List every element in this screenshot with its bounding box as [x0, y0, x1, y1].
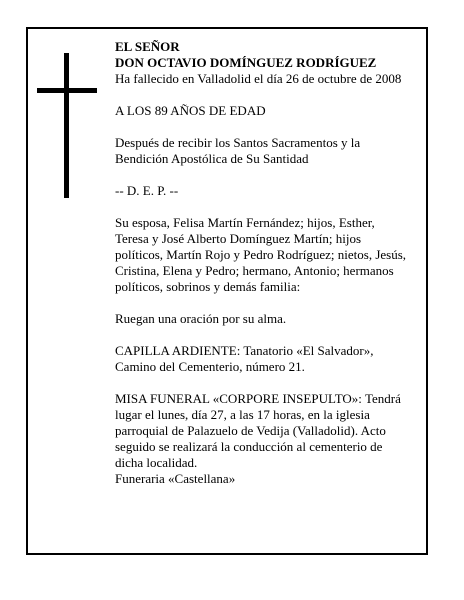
obituary-text: [115, 39, 423, 487]
funeral-line-4: seguido se realizará la conducción al cementerio de: [115, 439, 383, 454]
prayer-line: Ruegan una oración por su alma.: [115, 311, 287, 326]
title-line-1: EL SEÑOR: [115, 39, 180, 54]
age-line: A LOS 89 AÑOS DE EDAD: [115, 103, 266, 118]
chapel-line-1: CAPILLA ARDIENTE: Tanatorio «El Salvador»,: [115, 343, 374, 358]
funeral-line-3: parroquial de Palazuelo de Vedija (Valladolid). Acto: [115, 423, 386, 438]
funeral-line-2: lugar el lunes, día 27, a las 17 horas, en la iglesia: [115, 407, 370, 422]
sacraments-line-1: Después de recibir los Santos Sacramentos y la: [115, 135, 361, 150]
cross-horizontal-bar: [37, 88, 97, 93]
funeral-home-line: Funeraria «Castellana»: [115, 471, 236, 486]
death-date-line: Ha fallecido en Valladolid el día 26 de octubre de 2008: [115, 71, 402, 86]
family-line-1: Su esposa, Felisa Martín Fernández; hijos, Esther,: [115, 215, 375, 230]
cross-vertical-bar: [64, 53, 69, 198]
cross-icon: [37, 53, 97, 198]
chapel-line-2: Camino del Cementerio, número 21.: [115, 359, 305, 374]
funeral-line-1: MISA FUNERAL «CORPORE INSEPULTO»: Tendrá: [115, 391, 401, 406]
family-line-5: políticos, sobrinos y demás familia:: [115, 279, 301, 294]
family-line-3: políticos, Martín Rojo y Pedro Rodríguez; nietos, Jesús,: [115, 247, 407, 262]
rip-line: -- D. E. P. --: [115, 183, 179, 198]
deceased-name: DON OCTAVIO DOMÍNGUEZ RODRÍGUEZ: [115, 55, 377, 70]
family-line-4: Cristina, Elena y Pedro; hermano, Antonio; hermanos: [115, 263, 394, 278]
funeral-line-5: dicha localidad.: [115, 455, 198, 470]
sacraments-line-2: Bendición Apostólica de Su Santidad: [115, 151, 309, 166]
family-line-2: Teresa y José Alberto Domínguez Martín; hijos: [115, 231, 362, 246]
